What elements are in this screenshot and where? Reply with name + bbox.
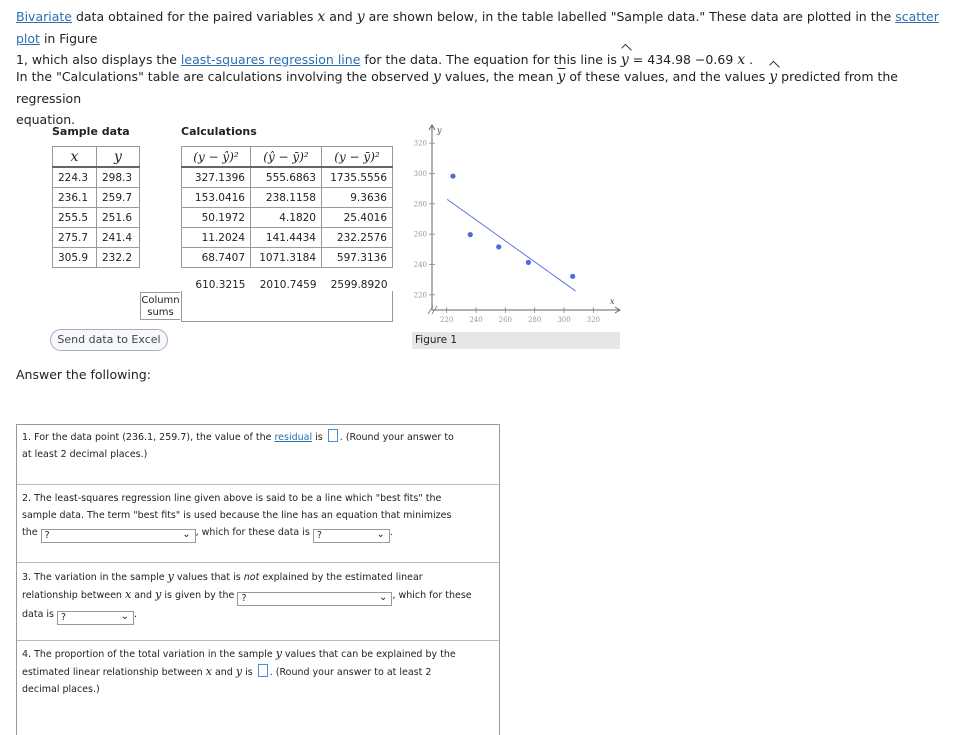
intro-text: in Figure	[39, 31, 98, 46]
y-hat-symbol: y	[621, 50, 629, 71]
calc-text: values, the mean	[440, 69, 558, 84]
table-row: 153.0416 238.1158 9.3636	[182, 188, 393, 208]
least-squares-link[interactable]: least-squares regression line	[180, 52, 361, 67]
table-row: 327.1396 555.6863 1735.5556	[182, 167, 393, 188]
proportion-answer-input[interactable]	[258, 664, 268, 677]
chevron-down-icon: ⌄	[376, 529, 385, 540]
y-hat-symbol: y	[769, 67, 777, 88]
scatter-plot-link[interactable]: scatter plot	[16, 9, 939, 46]
chevron-down-icon: ⌄	[182, 529, 191, 540]
x-tick-label: 280	[527, 316, 542, 324]
table-row: 255.5 251.6	[53, 208, 140, 228]
calc-text: In the "Calculations" table are calculations involving the observed	[16, 69, 433, 84]
data-point	[468, 232, 473, 237]
y-tick-label: 320	[413, 139, 427, 148]
y-bar-symbol: $\overline{y}$	[557, 69, 566, 85]
question-2: 2. The least-squares regression line given above is said to be a line which "best fits" the sample data. The term "best fits" is used because the line has an equation that minimizes the ? ⌄ , which for these data is ? ⌄ .	[22, 493, 452, 541]
data-point	[496, 244, 501, 249]
question-1: 1. For the data point (236.1, 259.7), the value of the residual is . (Round your answer to at least 2 decimal places.)	[22, 429, 492, 463]
answer-prompt: Answer the following:	[16, 367, 151, 382]
calculations-paragraph	[16, 66, 961, 130]
bivariate-link[interactable]: Bivariate	[16, 9, 72, 24]
data-point	[570, 274, 575, 279]
calculations-table	[181, 146, 393, 302]
calculations-label: Calculations	[181, 125, 257, 138]
x-tick-label: 320	[586, 316, 601, 324]
regression-equation: = 434.98 −0.69	[628, 52, 738, 67]
table-row: 275.7 241.4	[53, 228, 140, 248]
calc-text: of these values, and the values	[565, 69, 770, 84]
figure-caption: Figure 1	[412, 332, 620, 349]
calc-text: equation.	[16, 112, 76, 127]
divider	[17, 562, 499, 563]
var-x: x	[737, 52, 746, 68]
y-tick-label: 240	[413, 261, 427, 269]
scatter-plot	[410, 122, 625, 327]
header-residual-sq: (y − ŷ)²	[182, 147, 251, 168]
chevron-down-icon: ⌄	[120, 611, 130, 622]
calc-text: predicted from the regression	[16, 69, 898, 106]
column-sums-row: 610.3215 2010.7459 2599.8920	[195, 279, 388, 291]
y-tick-label: 260	[413, 230, 427, 239]
y-tick-label: 220	[413, 291, 427, 300]
divider	[17, 640, 499, 641]
table-row: 50.1972 4.1820 25.4016	[182, 208, 393, 228]
x-tick-label: 300	[557, 316, 571, 324]
y-axis-label: y	[437, 126, 442, 135]
table-row: 224.3 298.3	[53, 167, 140, 188]
table-row: 236.1 259.7	[53, 188, 140, 208]
x-tick-label: 240	[469, 316, 483, 324]
intro-text: 1, which also displays the	[16, 52, 181, 67]
var-x: x	[317, 9, 326, 25]
divider	[17, 484, 499, 485]
intro-paragraph	[16, 6, 961, 71]
sample-data-label: Sample data	[52, 125, 130, 138]
header-total-sq: (y − ȳ)²	[322, 147, 393, 168]
x-tick-label: 260	[498, 316, 513, 324]
header-y: y	[97, 147, 140, 168]
intro-text: .	[745, 52, 754, 67]
table-row: 68.7407 1071.3184 597.3136	[182, 248, 393, 268]
minimizes-select[interactable]: ? ⌄	[41, 529, 196, 543]
questions-box	[16, 424, 500, 735]
data-point	[526, 260, 531, 265]
residual-link[interactable]: residual	[274, 432, 313, 443]
chart-axes	[414, 125, 620, 324]
intro-text: are shown below, in the table labelled "Sample data." These data are plotted in the	[364, 9, 896, 24]
header-x: x	[53, 147, 97, 168]
chevron-down-icon: ⌄	[379, 592, 388, 603]
y-tick-label: 280	[413, 200, 427, 209]
data-point	[450, 173, 455, 178]
x-tick-label: 220	[439, 316, 454, 324]
var-y: y	[433, 69, 441, 85]
unexplained-variation-select[interactable]: ? ⌄	[237, 592, 392, 606]
residual-answer-input[interactable]	[328, 429, 338, 442]
question-4: 4. The proportion of the total variation in the sample y values that can be explained by the estimated linear relationship between x and y is . (Round your answer to at least 2 decimal places.)	[22, 647, 456, 695]
question-3: 3. The variation in the sample y values that is not explained by the estimated linear relationship between x and y is given by the ? ⌄ , which for these data is ? ⌄ .	[22, 570, 472, 623]
regression-line	[447, 199, 575, 291]
unexplained-value-select[interactable]: ? ⌄	[57, 611, 134, 625]
header-explained-sq: (ŷ − ȳ)²	[251, 147, 322, 168]
x-axis-label: x	[610, 297, 615, 306]
y-tick-label: 300	[413, 170, 427, 178]
table-row: 305.9 232.2	[53, 248, 140, 268]
minimized-value-select[interactable]: ? ⌄	[313, 529, 390, 543]
table-row: 11.2024 141.4434 232.2576	[182, 228, 393, 248]
sample-data-table	[52, 146, 140, 268]
send-to-excel-button[interactable]: Send data to Excel	[50, 329, 168, 351]
column-sums-border	[181, 291, 393, 322]
var-y: y	[356, 9, 365, 25]
intro-text: for the data. The equation for this line is	[360, 52, 621, 67]
intro-text: and	[325, 9, 357, 24]
column-sums-label: Column sums	[140, 292, 180, 320]
intro-text: data obtained for the paired variables	[71, 9, 318, 24]
